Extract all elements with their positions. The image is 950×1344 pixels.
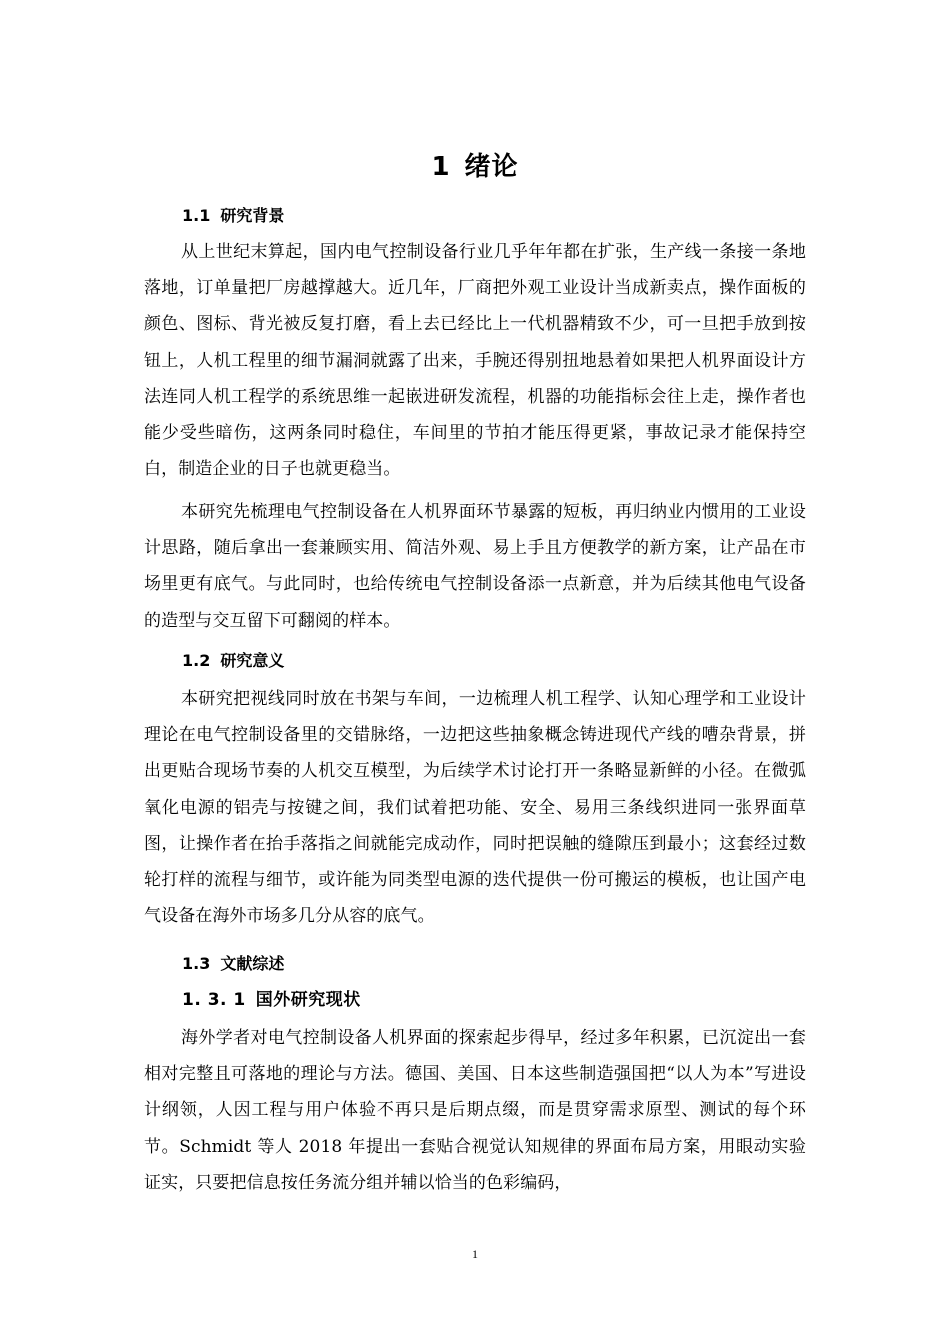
section-title: 研究背景 [220,206,285,225]
section-heading-1-1 [182,200,284,232]
section-number: 1.3 [182,954,211,973]
section-heading-1-2 [182,645,284,677]
chapter-number: 1 [431,152,451,182]
subsection-heading-1-3-1 [182,984,361,1016]
chapter-title [144,147,806,187]
chapter-title-text: 绪论 [464,152,519,182]
body-paragraph: 本研究先梳理电气控制设备在人机界面环节暴露的短板，再归纳业内惯用的工业设计思路，随后拿出一套兼顾实用、简洁外观、易上手且方便教学的新方案，让产品在市场里更有底气。与此同时，也给传统电气控制设备添一点新意，并为后续其他电气设备的造型与交互留下可翻阅的样本。 [144,502,806,631]
section-title: 研究意义 [220,651,285,670]
body-paragraph: 本研究把视线同时放在书架与车间，一边梳理人机工程学、认知心理学和工业设计理论在电气控制设备里的交错脉络，一边把这些抽象概念铸进现代产线的嘈杂背景，拼出更贴合现场节奏的人机交互模型，为后续学术讨论打开一条略显新鲜的小径。在微弧氧化电源的铝壳与按键之间，我们试着把功能、安全、易用三条线织进同一张界面草图，让操作者在抬手落指之间就能完成动作，同时把误触的缝隙压到最小；这套经过数轮打样的流程与细节，或许能为同类型电源的迭代提供一份可搬运的模板，也让国产电气设备在海外市场多几分从容的底气。 [144,689,806,927]
subsection-title: 国外研究现状 [255,990,361,1010]
body-paragraph: 海外学者对电气控制设备人机界面的探索起步得早，经过多年积累，已沉淀出一套相对完整且可落地的理论与方法。德国、美国、日本这些制造强国把“以人为本”写进设计纲领，人因工程与用户体验不再只是后期点缀，而是贯穿需求原型、测试的每个环节。Schmidt 等人 2018 年提出一套贴合视觉认知规律的界面布局方案，用眼动实验证实，只要把信息按任务流分组并辅以恰当的色彩编码， [144,1028,806,1193]
section-number: 1.2 [182,651,211,670]
section-heading-1-3 [182,948,284,980]
section-number: 1.1 [182,206,211,225]
page-number: 1 [472,1247,478,1261]
section-title: 文献综述 [220,954,285,973]
subsection-number: 1. 3. 1 [182,990,246,1010]
body-paragraph: 从上世纪末算起，国内电气控制设备行业几乎年年都在扩张，生产线一条接一条地落地，订单量把厂房越撑越大。近几年，厂商把外观工业设计当成新卖点，操作面板的颜色、图标、背光被反复打磨，看上去已经比上一代机器精致不少，可一旦把手放到按钮上，人机工程里的细节漏洞就露了出来，手腕还得别扭地悬着如果把人机界面设计方法连同人机工程学的系统思维一起嵌进研发流程，机器的功能指标会往上走，操作者也能少受些暗伤，这两条同时稳住，车间里的节拍才能压得更紧，事故记录才能保持空白，制造企业的日子也就更稳当。 [144,242,806,480]
